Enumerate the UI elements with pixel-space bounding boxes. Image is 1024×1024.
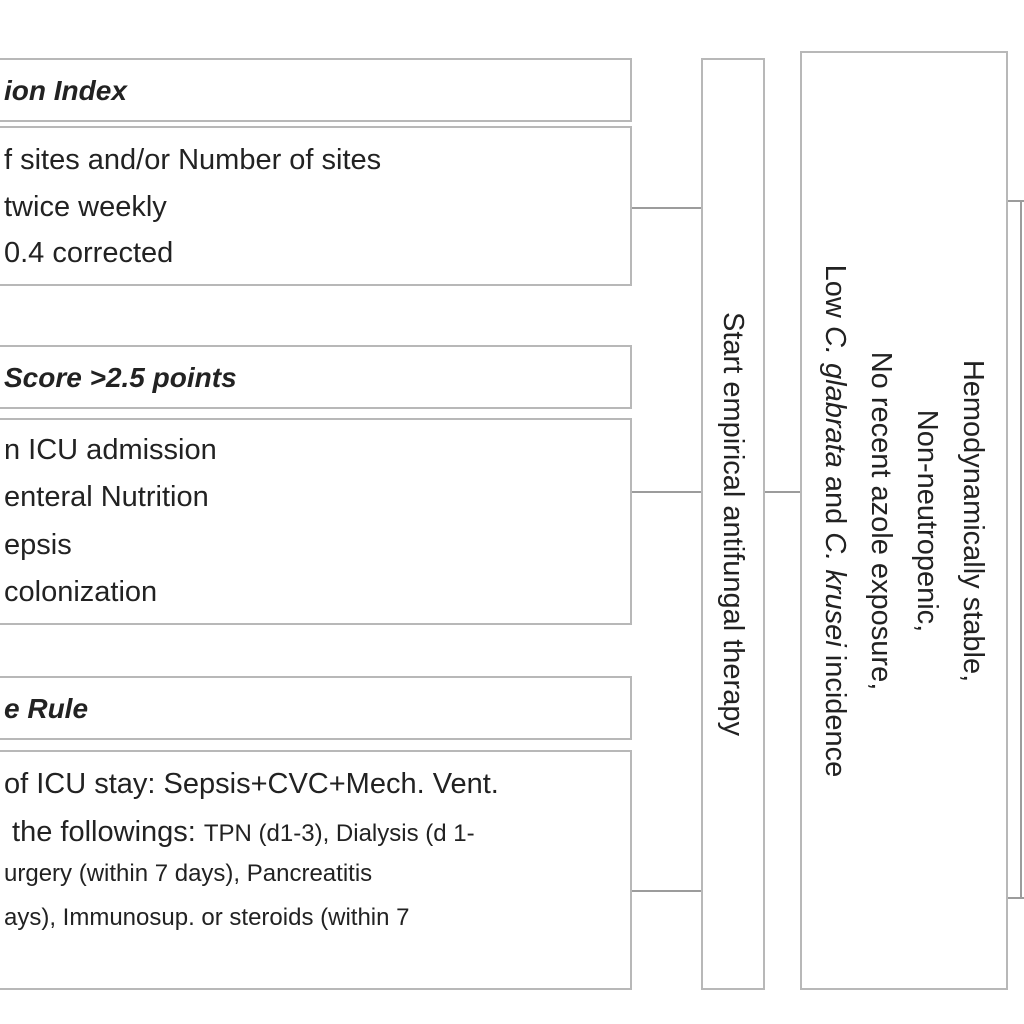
connector-therapy-conditions bbox=[765, 491, 801, 493]
conditions-line-4-species-2: C. krusei bbox=[819, 531, 851, 647]
therapy-box bbox=[701, 58, 765, 990]
conditions-line-1: Hemodynamically stable, bbox=[957, 359, 989, 682]
group3-header-box bbox=[0, 676, 632, 740]
group2-line-4: colonization bbox=[4, 576, 158, 608]
group1-line-2: twice weekly bbox=[4, 191, 167, 223]
group1-line-3: 0.4 corrected bbox=[4, 237, 174, 269]
conditions-line-4-mid: and bbox=[819, 467, 851, 532]
connector-group1 bbox=[632, 207, 702, 209]
conditions-line-2: Non-neutropenic, bbox=[911, 409, 943, 632]
group3-line-2-lead: the followings: bbox=[4, 816, 204, 848]
group1-header: ion Index bbox=[4, 75, 127, 106]
group3-line-4: ays), Immunosup. or steroids (within 7 bbox=[4, 904, 410, 931]
conditions-line-3: No recent azole exposure, bbox=[865, 351, 897, 690]
conditions-line-4-species-1: C. glabrata bbox=[819, 325, 851, 468]
right-bracket bbox=[1020, 200, 1022, 897]
connector-group3 bbox=[632, 890, 702, 892]
conditions-line-4-post: incidence bbox=[819, 646, 851, 777]
group1-body-box bbox=[0, 126, 632, 286]
connector-group2 bbox=[632, 491, 702, 493]
conditions-line-4-pre: Low bbox=[819, 264, 851, 326]
therapy-text: Start empirical antifungal therapy bbox=[717, 312, 749, 736]
group3-body-box bbox=[0, 750, 632, 990]
group3-line-2 bbox=[4, 816, 475, 849]
conditions-text bbox=[812, 264, 996, 777]
right-connector-bottom bbox=[1008, 897, 1024, 899]
group1-line-1: f sites and/or Number of sites bbox=[4, 144, 382, 176]
group2-header-box bbox=[0, 345, 632, 409]
group1-header-box bbox=[0, 58, 632, 122]
group3-header: e Rule bbox=[4, 693, 89, 724]
group2-line-1: n ICU admission bbox=[4, 434, 217, 466]
conditions-line-4 bbox=[812, 264, 858, 777]
group3-line-2-detail: TPN (d1-3), Dialysis (d 1- bbox=[203, 820, 475, 847]
group3-line-3: urgery (within 7 days), Pancreatitis bbox=[4, 860, 373, 887]
group3-line-1: of ICU stay: Sepsis+CVC+Mech. Vent. bbox=[4, 768, 499, 800]
group2-line-2: enteral Nutrition bbox=[4, 481, 209, 513]
group2-body-box bbox=[0, 418, 632, 625]
group2-line-3: epsis bbox=[4, 529, 72, 561]
conditions-box bbox=[800, 51, 1008, 990]
group2-header: Score >2.5 points bbox=[4, 362, 237, 393]
